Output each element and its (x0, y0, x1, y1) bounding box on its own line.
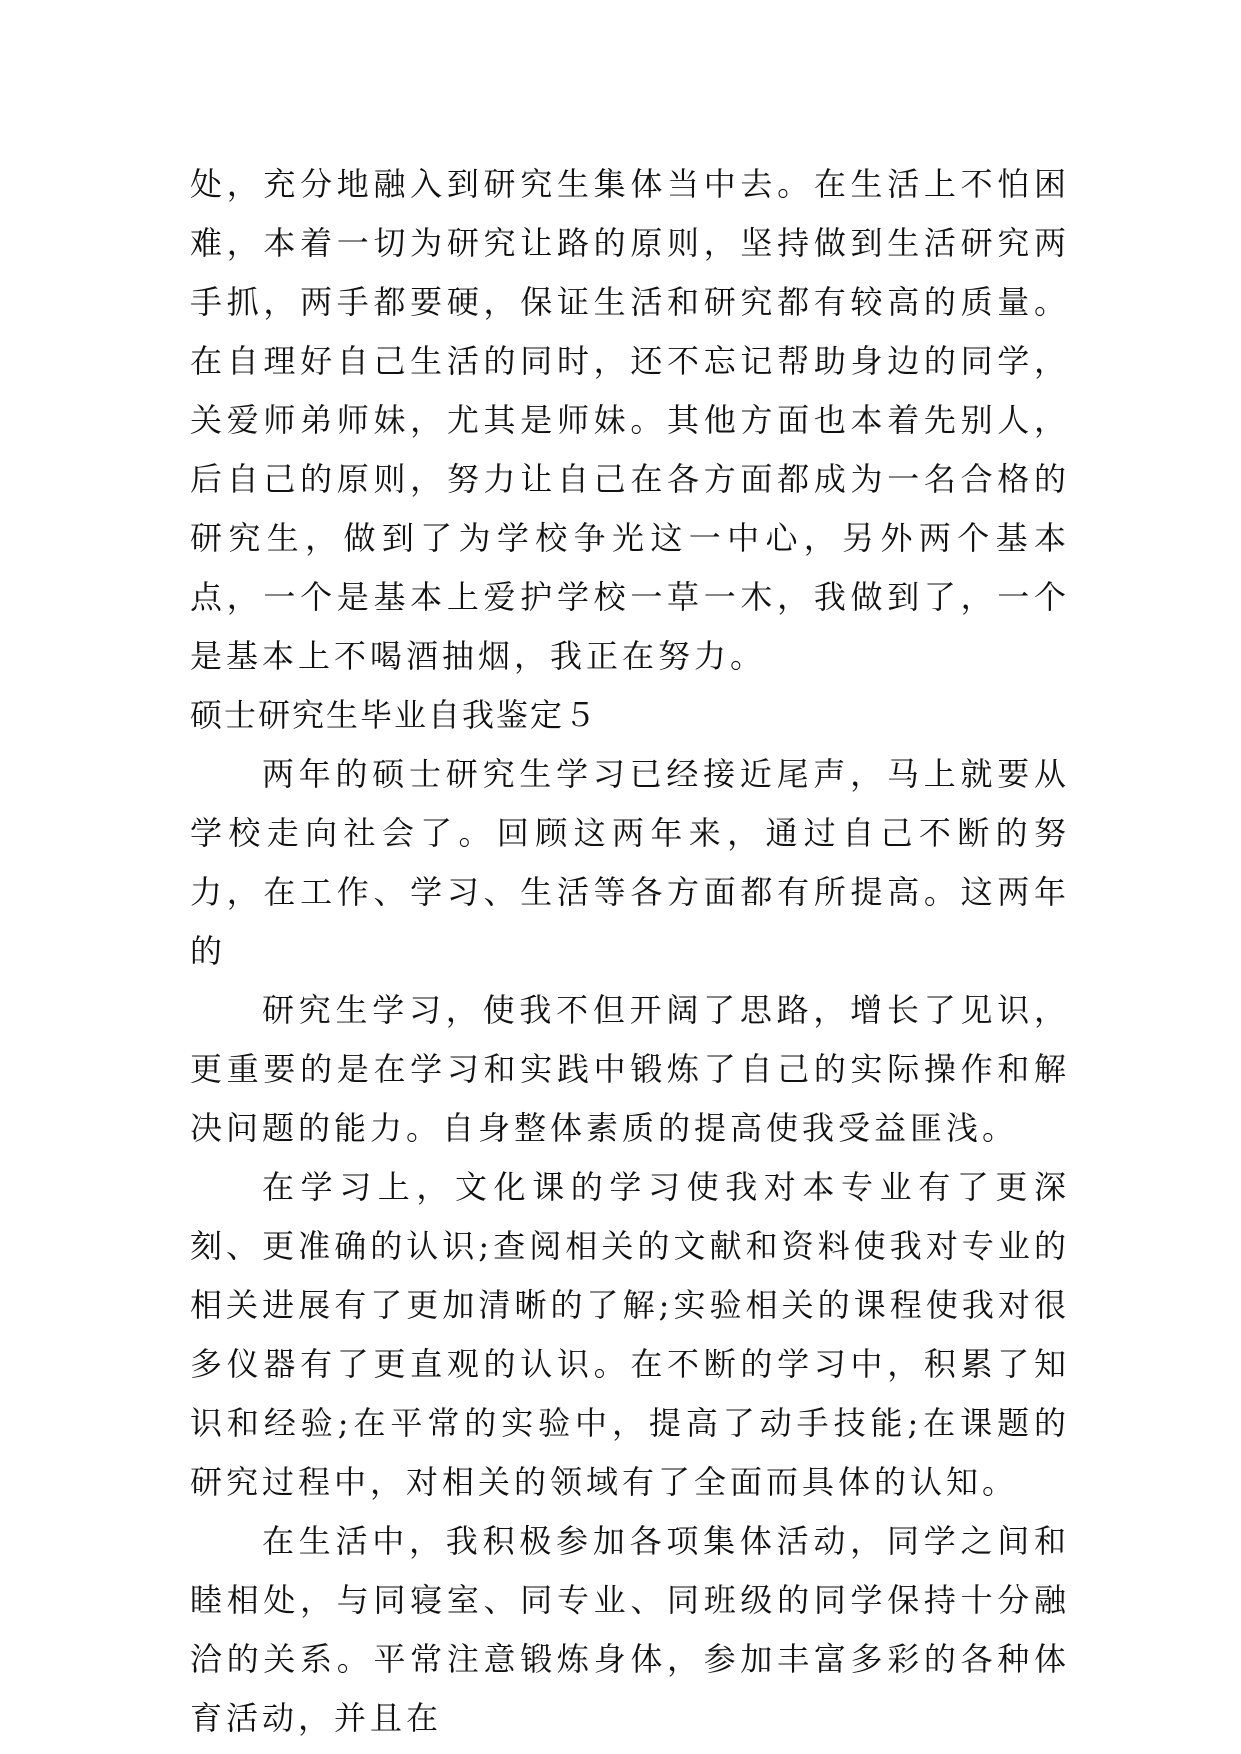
section-title: 硕士研究生毕业自我鉴定５ (190, 696, 599, 734)
paragraph: 研究生学习，使我不但开阔了思路，增长了见识，更重要的是在学习和实践中锻炼了自己的实际操作和解决问题的能力。自身整体素质的提高使我受益匪浅。 (190, 991, 1070, 1147)
paragraph: 在生活中，我积极参加各项集体活动，同学之间和睦相处，与同寝室、同专业、同班级的同学保持十分融洽的关系。平常注意锻炼身体，参加丰富多彩的各种体育活动，并且在 (190, 1522, 1070, 1737)
paragraph: 在学习上，文化课的学习使我对本专业有了更深刻、更准确的认识;查阅相关的文献和资料使我对专业的相关进展有了更加清晰的了解;实验相关的课程使我对很多仪器有了更直观的认识。在不断的学习中，积累了知识和经验;在平常的实验中，提高了动手技能;在课题的研究过程中，对相关的领域有了全面而具体的认知。 (190, 1168, 1070, 1501)
paragraph: 两年的硕士研究生学习已经接近尾声，马上就要从学校走向社会了。回顾这两年来，通过自己不断的努力，在工作、学习、生活等各方面都有所提高。这两年的 (190, 755, 1070, 970)
document-body (190, 155, 1070, 1748)
continued-paragraph: 处，充分地融入到研究生集体当中去。在生活上不怕困难，本着一切为研究让路的原则，坚持做到生活研究两手抓，两手都要硬，保证生活和研究都有较高的质量。在自理好自己生活的同时，还不忘记帮助身边的同学，关爱师弟师妹，尤其是师妹。其他方面也本着先别人，后自己的原则，努力让自己在各方面都成为一名合格的研究生，做到了为学校争光这一中心，另外两个基本点，一个是基本上爱护学校一草一木，我做到了，一个是基本上不喝酒抽烟，我正在努力。 (190, 165, 1070, 675)
